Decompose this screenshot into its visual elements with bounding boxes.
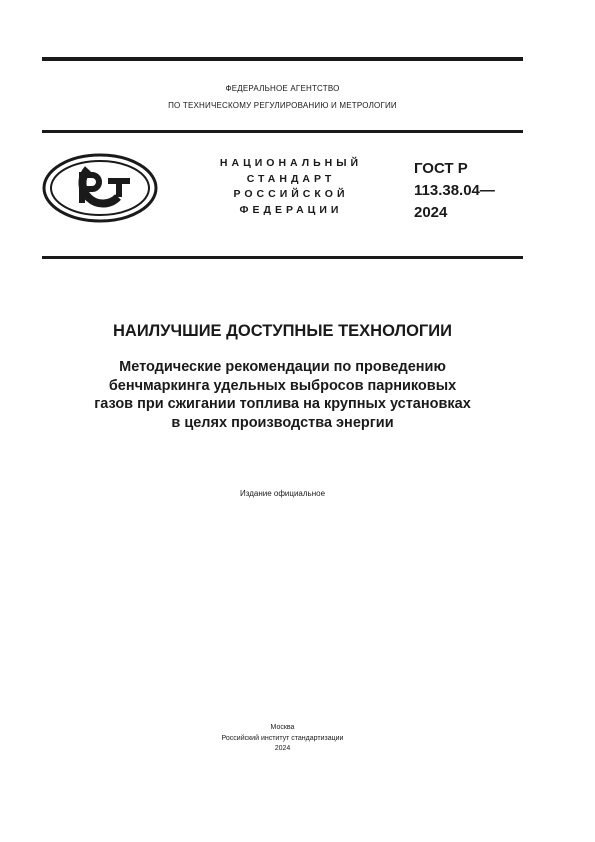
middle-rule — [42, 130, 523, 133]
national-standard-line-1: НАЦИОНАЛЬНЫЙ — [219, 157, 363, 169]
subtitle-line-4: в целях производства энергии — [171, 414, 394, 431]
imprint-year: 2024 — [274, 745, 291, 752]
gost-line-3: 2024 — [414, 204, 448, 221]
gost-designation — [414, 158, 495, 224]
edition-label: Издание официальное — [239, 489, 326, 498]
bottom-rule — [42, 256, 523, 259]
rst-certification-logo-icon — [42, 153, 158, 223]
subtitle-line-3: газов при сжигании топлива на крупных установках — [94, 396, 471, 412]
subtitle-line-2: бенчмаркинга удельных выбросов парниковых — [108, 377, 457, 394]
imprint-publisher: Российский институт стандартизации — [221, 734, 344, 742]
agency-line-2: ПО ТЕХНИЧЕСКОМУ РЕГУЛИРОВАНИЮ И МЕТРОЛОГИИ — [168, 101, 397, 110]
document-title: НАИЛУЧШИЕ ДОСТУПНЫЕ ТЕХНОЛОГИИ — [112, 322, 453, 340]
imprint-block — [42, 723, 523, 755]
agency-line-1: ФЕДЕРАЛЬНОЕ АГЕНТСТВО — [225, 84, 340, 93]
document-subtitle — [42, 358, 523, 432]
gost-line-2: 113.38.04— — [414, 182, 495, 199]
gost-line-1: ГОСТ Р — [414, 160, 468, 177]
national-standard-block — [196, 156, 386, 218]
national-standard-line-3: РОССИЙСКОЙ — [233, 188, 349, 200]
national-standard-line-2: СТАНДАРТ — [246, 172, 336, 185]
imprint-city: Москва — [270, 724, 295, 731]
top-rule — [42, 57, 523, 61]
subtitle-line-1: Методические рекомендации по проведению — [119, 359, 446, 375]
national-standard-line-4: ФЕДЕРАЦИИ — [239, 203, 343, 216]
